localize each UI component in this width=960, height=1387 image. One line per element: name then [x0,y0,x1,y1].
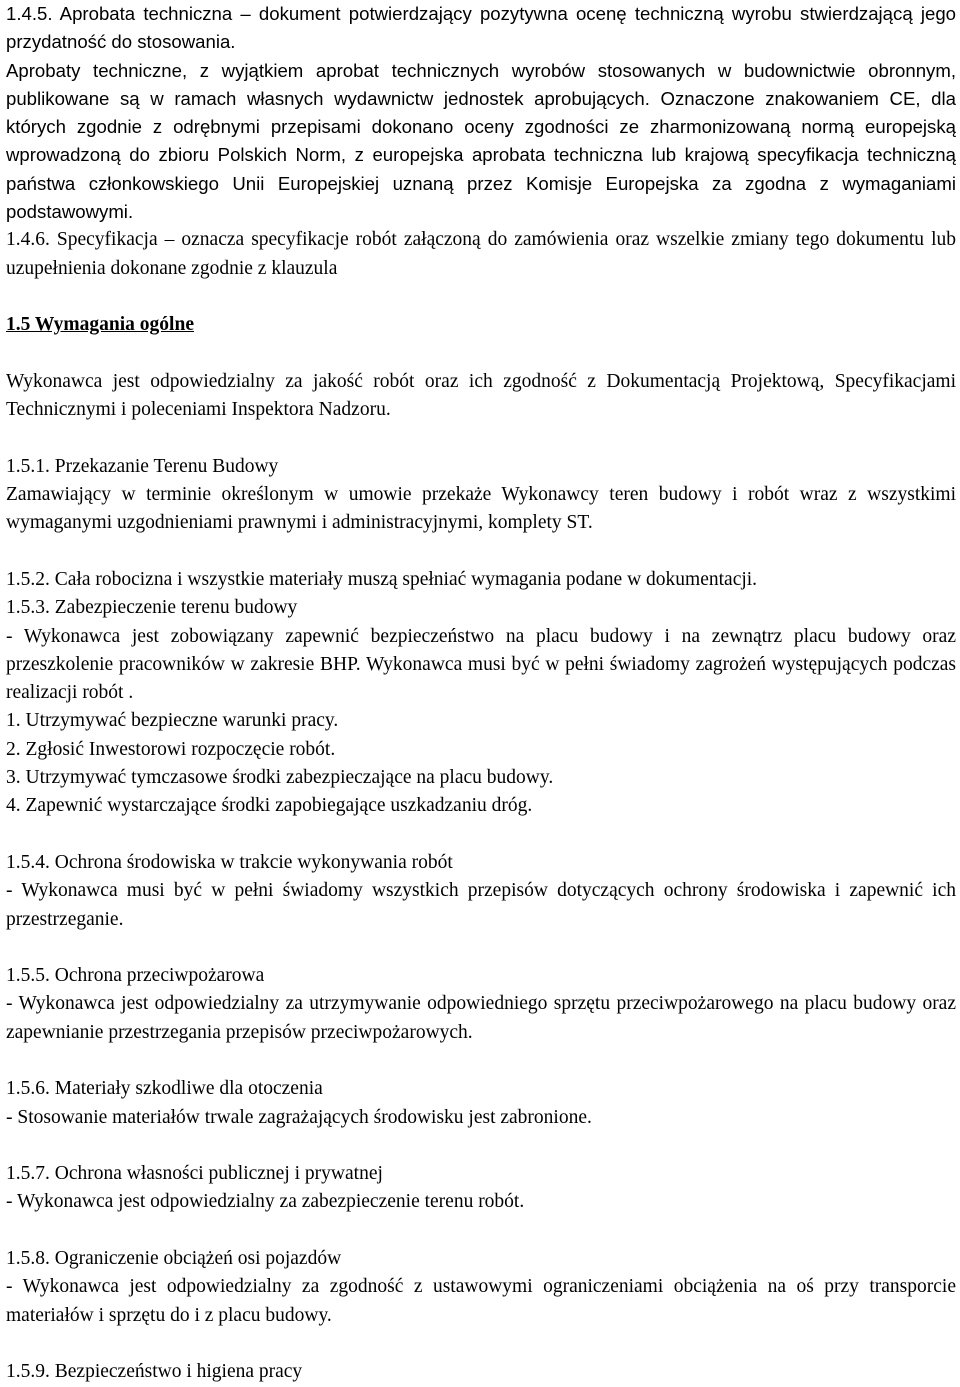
section-1-5-5-title: 1.5.5. Ochrona przeciwpożarowa [6,965,265,987]
section-1-5-6-title: 1.5.6. Materiały szkodliwe dla otoczenia [6,1078,323,1100]
section-1-5-4-text: - Wykonawca musi być w pełni świadomy wszystkich przepisów dotyczących ochrony środowiska i zapewnić ich przestrzeganie. [6,880,956,930]
ce-marking-text: Oznaczone znakowaniem CE, dla których zgodnie z odrębnymi przepisami dokonano oceny zgodności ze zharmonizowaną normą europejską wprowadzoną do zbioru Polskich Norm, z europejska aprobata techniczna lub krajową specyfikacja techniczną państwa członkowskiego Unii Europejskiej uznaną przez Komisje Europejska za zgodna z wymaganiami podstawowymi. [6,87,956,223]
spacer [6,538,956,566]
spacer [6,1330,956,1358]
section-1-5-1-title: 1.5.1. Przekazanie Terenu Budowy [6,455,279,477]
approvals-text: Aprobaty techniczne, z wyjątkiem aprobat technicznych wyrobów stosowanych w budownictwie obronnym, publikowane są w ramach własnych wydawnictw jednostek aprobujących. [6,59,956,109]
section-1-5-1-text: Zamawiający w terminie określonym w umowie przekaże Wykonawcy teren budowy i robót wraz z wszystkimi wymaganymi uzgodnieniami prawnymi i administracyjnymi, komplety ST. [6,484,956,534]
section-1-5-6-text: - Stosowanie materiałów trwale zagrażających środowisku jest zabronione. [6,1106,592,1128]
section-1-5-2: 1.5.2. Cała robocizna i wszystkie materiały muszą spełniać wymagania podane w dokumentacji. [6,568,758,590]
list-item: 2. Zgłosić Inwestorowi rozpoczęcie robót. [6,738,336,760]
section-1-5-8-text: - Wykonawca jest odpowiedzialny za zgodność z ustawowymi ograniczeniami obciążenia na oś przy transporcie materiałów i sprzętu do i z placu budowy. [6,1276,956,1326]
spacer [6,424,956,452]
spacer [6,934,956,962]
spacer [6,340,956,368]
section-1-5-5-text: - Wykonawca jest odpowiedzialny za utrzymywanie odpowiedniego sprzętu przeciwpożarowego na placu budowy oraz zapewnianie przestrzegania przepisów przeciwpożarowych. [6,993,956,1043]
spacer [6,821,956,849]
section-1-5-3-title: 1.5.3. Zabezpieczenie terenu budowy [6,597,298,619]
definition-1-4-6: 1.4.6. Specyfikacja – oznacza specyfikacje robót załączoną do zamówienia oraz wszelkie zmiany tego dokumentu lub uzupełnienia dokonane zgodnie z klauzula [6,229,956,279]
general-requirements-text: Wykonawca jest odpowiedzialny za jakość robót oraz ich zgodność z Dokumentacją Projektową, Specyfikacjami Technicznymi i poleceniami Inspektora Nadzoru. [6,370,956,421]
list-item: 4. Zapewnić wystarczające środki zapobiegające uszkadzaniu dróg. [6,795,533,817]
list-item: 1. Utrzymywać bezpieczne warunki pracy. [6,710,339,732]
section-1-5-4-title: 1.5.4. Ochrona środowiska w trakcie wykonywania robót [6,851,453,873]
section-1-5-7-text: - Wykonawca jest odpowiedzialny za zabezpieczenie terenu robót. [6,1191,525,1213]
section-1-5-9-title: 1.5.9. Bezpieczeństwo i higiena pracy [6,1361,303,1383]
section-heading-1-5: 1.5 Wymagania ogólne [6,314,194,336]
spacer [6,1132,956,1160]
section-1-5-3-text: - Wykonawca jest zobowiązany zapewnić bezpieczeństwo na placu budowy i na zewnątrz placu budowy oraz przeszkolenie pracowników w zakresie BHP. Wykonawca musi być w pełni świadomy zagrożeń występujących podczas realizacji robót . [6,625,956,704]
section-1-5-7-title: 1.5.7. Ochrona własności publicznej i prywatnej [6,1163,383,1185]
definition-approvals-note [6,57,956,227]
spacer [6,1047,956,1075]
section-1-5-8-title: 1.5.8. Ograniczenie obciążeń osi pojazdów [6,1248,342,1270]
spacer [6,283,956,311]
spacer [6,1217,956,1245]
definition-1-4-5: 1.4.5. Aprobata techniczna – dokument potwierdzający pozytywna ocenę techniczną wyrobu stwierdzającą jego przydatność do stosowania. [6,3,956,53]
list-item: 3. Utrzymywać tymczasowe środki zabezpieczające na placu budowy. [6,767,554,789]
